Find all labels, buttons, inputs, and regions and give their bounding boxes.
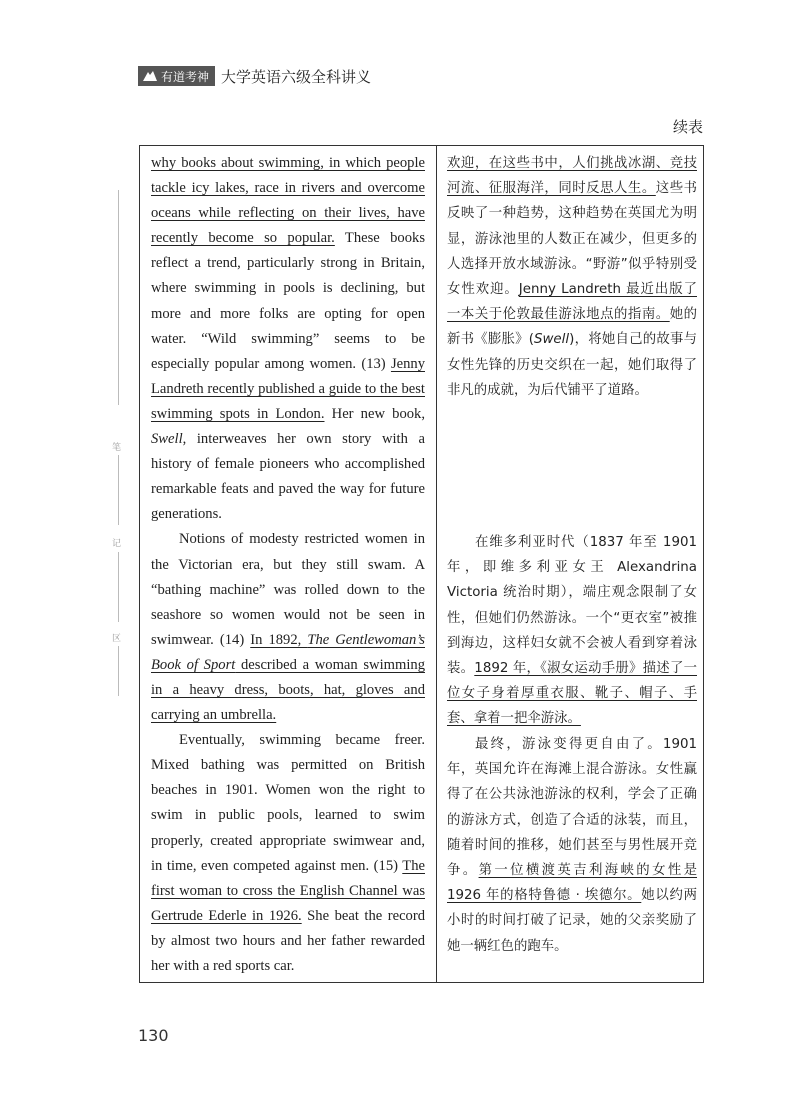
english-underline: The Gentlewoman’s Book of Sport: [151, 631, 425, 673]
logo-icon: [142, 69, 158, 83]
margin-line: [118, 646, 119, 696]
margin-line: [118, 190, 119, 405]
chinese-underline: 欢迎，在这些书中，人们挑战冰湖、竞技河流、征服海洋，同时反思人生。: [447, 156, 697, 197]
continued-label: 续表: [672, 118, 703, 136]
side-label-ji: 记: [112, 539, 122, 549]
bilingual-table: [139, 145, 704, 983]
english-underline: why books about swimming, in which people tackle icy lakes, race in rivers and overcome oceans while reflecting on their lives, have recently become so popular.: [151, 155, 425, 247]
book-title-italic: Swell: [151, 431, 183, 448]
running-header: [138, 66, 371, 86]
page-number: 130: [138, 1026, 169, 1045]
english-underline: In 1892,: [250, 631, 308, 648]
english-underline: The first woman to cross the English Channel was Gertrude Ederle in 1926.: [151, 857, 425, 924]
chinese-underline: 第一位横渡英吉利海峡的女性是 1926 年的格特鲁德 · 埃德尔。: [447, 863, 698, 904]
english-paragraph-2: Notions of modesty restricted women in the Victorian era, but they still swam. A “bathing machine” was rolled down to the seashore so women would not be seen in swimwear. (14) In 1892, The Gentlewoman’s Book of Sport described a woman swimming in a heavy dress, boots, hat, gloves and carrying an umbrella.: [151, 531, 425, 724]
margin-line: [118, 552, 119, 622]
logo-text: 有道考神: [161, 69, 210, 84]
margin-line: [118, 455, 119, 525]
book-title: 大学英语六级全科讲义: [221, 67, 372, 86]
english-paragraph-1: why books about swimming, in which people tackle icy lakes, race in rivers and overcome oceans while reflecting on their lives, have recently become so popular. These books reflect a trend, particularly strong in Britain, where swimming in pools is declining, but more and more folks are opting for open water. “Wild swimming” seems to be especially popular among women. (13) Jenny Landreth recently published a guide to the best swimming spots in London. Her new book, Swell, interweaves her own story with a history of female pioneers who accomplished remarkable feats and paved the way for future generations.: [151, 155, 426, 523]
english-paragraph-3: Eventually, swimming became freer. Mixed bathing was permitted on British beaches in 1901. Women won the right to swim in public pools, learned to swim properly, created appropriate swimwear and, in time, even competed against men. (15) The first woman to cross the English Channel was Gertrude Ederle in 1926. She beat the record by almost two hours and her father rewarded her with a red sports car.: [151, 732, 426, 974]
chinese-paragraph-2: 在维多利亚时代（1837 年至 1901 年，即维多利亚女王 Alexandrina Victoria 统治时期），端庄观念限制了女性，但她们仍然游泳。一个“更衣室”被推到海边，这样妇女就不会被人看到穿着泳装。1892 年，《淑女运动手册》描述了一位女子身着厚重衣服、靴子、帽子、手套、拿着一把伞游泳。: [447, 535, 697, 727]
side-label-bi: 笔: [112, 443, 122, 453]
chinese-paragraph-3: 最终，游泳变得更自由了。1901 年，英国允许在海滩上混合游泳。女性赢得了在公共泳池游泳的权利，学会了正确的游泳方式，创造了合适的泳装，而且，随着时间的推移，她们甚至与男性展开竞争。第一位横渡英吉利海峡的女性是 1926 年的格特鲁德 · 埃德尔。她以约两小时的时间打破了记录，她的父亲奖励了她一辆红色的跑车。: [447, 737, 698, 954]
english-column: [151, 151, 425, 979]
side-label-qu: 区: [112, 634, 122, 644]
publisher-logo: [138, 66, 215, 86]
english-underline: Jenny Landreth recently published a guide to the best swimming spots in London.: [151, 355, 425, 422]
chinese-underline: Jenny Landreth 最近出版了一本关于伦敦最佳游泳地点的指南。: [447, 282, 697, 323]
column-divider: [436, 146, 437, 982]
chinese-underline: 1892 年，《淑女运动手册》描述了一位女子身着厚重衣服、靴子、帽子、手套、拿着一把伞游泳。: [447, 661, 697, 727]
chinese-paragraph-1: 欢迎，在这些书中，人们挑战冰湖、竞技河流、征服海洋，同时反思人生。这些书反映了一种趋势，这种趋势在英国尤为明显，游泳池里的人数正在减少，但更多的人选择开放水域游泳。“野游”似乎特别受女性欢迎。Jenny Landreth 最近出版了一本关于伦敦最佳游泳地点的指南。她的新书《膨胀》(Swell)，将她自己的故事与女性先锋的历史交织在一起，她们取得了非凡的成就，为后代铺平了道路。: [447, 156, 698, 398]
english-underline: described a woman swimming in a heavy dress, boots, hat, gloves and carrying an umbrella.: [151, 656, 425, 724]
